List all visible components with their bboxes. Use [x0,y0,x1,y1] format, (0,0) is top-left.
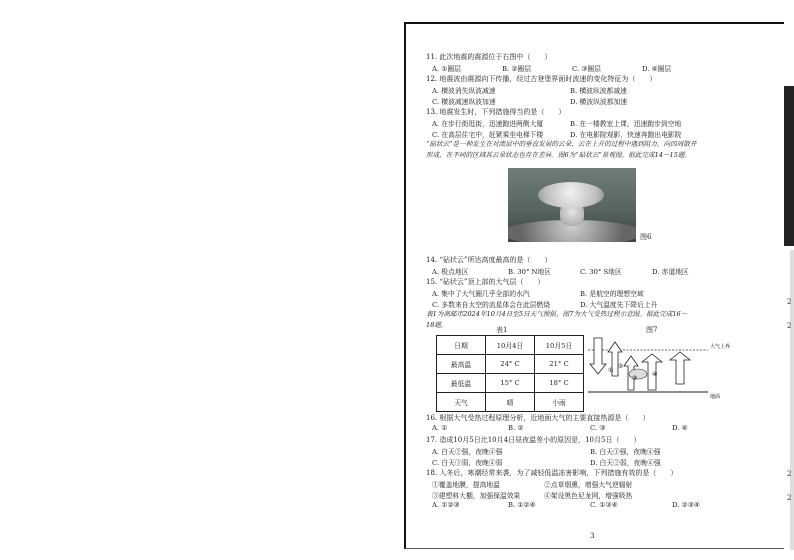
solar-radiation-arrow [590,338,606,374]
question-12: 12. 地震波由震源向下传播，经过古登堡界面时波速的变化特征为（ ） [426,75,657,83]
option: D. 大气温度先下降后上升 [580,301,658,309]
table-cell: 晴 [486,393,535,412]
option: B. ②圈层 [502,65,532,73]
option: D. ④ [672,424,688,432]
option: A. 极点地区 [432,268,469,276]
option: D. ②③④ [672,501,700,509]
edge-mark: 2 [787,494,792,502]
option: B. 横波纵波都减速 [570,87,627,95]
weather-table [436,335,584,412]
option: A. ① [432,424,448,432]
table-1-caption: 表1 [496,326,508,334]
option: A. 在步行街逛街，迅速跑进两侧大厦 [432,120,544,128]
table-header-row [437,336,584,355]
statement-item: ④架设黑色尼龙网，增强吸热 [544,492,633,500]
table-header-cell: 10月4日 [486,336,535,355]
diagram-number: ① [608,367,614,374]
table-cell: 最低温 [437,374,486,393]
figure-7-caption: 图7 [646,326,658,334]
adjacent-page-stripe [784,86,794,246]
table-header-cell: 10月5日 [535,336,584,355]
option: C. ③ [590,424,606,432]
option: A. 集中了大气圈几乎全部的水汽 [432,290,530,298]
statement-item: ③建塑料大棚，加强保温效果 [432,492,521,500]
statement-item: ②点草烟熏，增强大气逆辐射 [544,481,633,489]
table-row [437,393,584,412]
option: A. 横波消失纵波减速 [432,87,496,95]
question-16: 16. 根据大气受热过程原理分析，近地面大气的主要直接热源是（ ） [426,414,650,422]
passage-line: 形成，在不同的区域其云朵状态也存在差异。图6为“砧状云”景观图。据此完成14～15题。 [426,151,692,159]
adjacent-page-edge [790,250,794,550]
option: D. 赤道地区 [652,268,689,276]
edge-mark: 2 [787,322,792,330]
table-cell: 24° C [486,355,535,374]
table-cell: 天气 [437,393,486,412]
option: D. 在电影院观影，快速奔跑出电影院 [570,131,682,139]
option: B. 在一楼教室上课，迅速跑步到空地 [570,120,682,128]
passage-line: 18题。 [426,321,448,329]
question-18: 18. 入冬后，寒潮经常来袭，为了减轻低温冻害影响，下列措施有效的是（ ） [426,469,678,477]
option: D. 横波纵波都加速 [570,98,628,106]
option: C. 横波减速纵波加速 [432,98,496,106]
figure-6-label: 图6 [640,233,652,241]
diagram-number: ③ [632,375,638,382]
option: D. ④圈层 [642,65,672,73]
atmosphere-heating-diagram [588,336,746,400]
ground-label: 地面 [710,394,721,400]
option: B. ② [508,424,524,432]
edge-mark: 2 [787,298,792,306]
option: C. ①③④ [590,501,618,509]
option: A. ①②③ [432,501,460,509]
table-cell: 小雨 [535,393,584,412]
question-14: 14. “砧状云”所达高度最高的是（ ） [426,256,552,264]
option: C. 多数来自太空的流星体会在此层燃烧 [432,301,551,309]
option: A. 白天②强，夜晚④强 [432,448,503,456]
passage-line: “砧状云”是一种发生在对流层中的垂直发展的云朵，云在上升的过程中遇到阻力，向四周散开 [426,140,697,148]
statement-item: ①覆盖地膜，提高地温 [432,481,500,489]
option: C. 30° S地区 [580,268,622,276]
anvil-cloud-photo [508,168,636,242]
table-cell: 15° C [486,374,535,393]
diagram-number: ④ [652,371,658,378]
atmospheric-radiation-arrow [670,352,690,384]
question-13: 13. 地震发生时，下列措施得当的是（ ） [426,108,566,116]
option: B. ①②④ [508,501,536,509]
question-15: 15. “砧状云”顶上部的大气层（ ） [426,278,545,286]
question-11: 11. 此次地震的震源位于右图中（ ） [426,53,552,61]
table-cell: 21° C [535,355,584,374]
table-cell: 最高温 [437,355,486,374]
option: B. 白天①强，夜晚④强 [590,448,661,456]
option: C. 在高层住宅中，赶紧乘坐电梯下楼 [432,131,544,139]
table-row [437,374,584,393]
table-header-cell: 日期 [437,336,486,355]
question-17: 17. 造成10月5日比10月4日昼夜温差小的原因是，10月5日（ ） [426,436,641,444]
table-row [437,355,584,374]
passage-line: 表1为高邮市2024年10月4日至5日天气预报，图7为大气受热过程示意图。据此完成16～ [426,310,688,318]
table-cell: 18° C [535,374,584,393]
option: C. 白天③弱，夜晚④弱 [432,459,503,467]
option: A. ①圈层 [432,65,461,73]
atmosphere-top-label: 大气上界 [710,344,731,350]
diagram-number: ② [618,363,624,370]
edge-mark: 2 [787,470,792,478]
page-number: 3 [590,532,595,540]
option: C. ③圈层 [572,65,601,73]
option: D. 白天②弱，夜晚④强 [590,459,661,467]
option: B. 30° N地区 [508,268,552,276]
option: B. 是航空的理想空域 [580,290,644,298]
